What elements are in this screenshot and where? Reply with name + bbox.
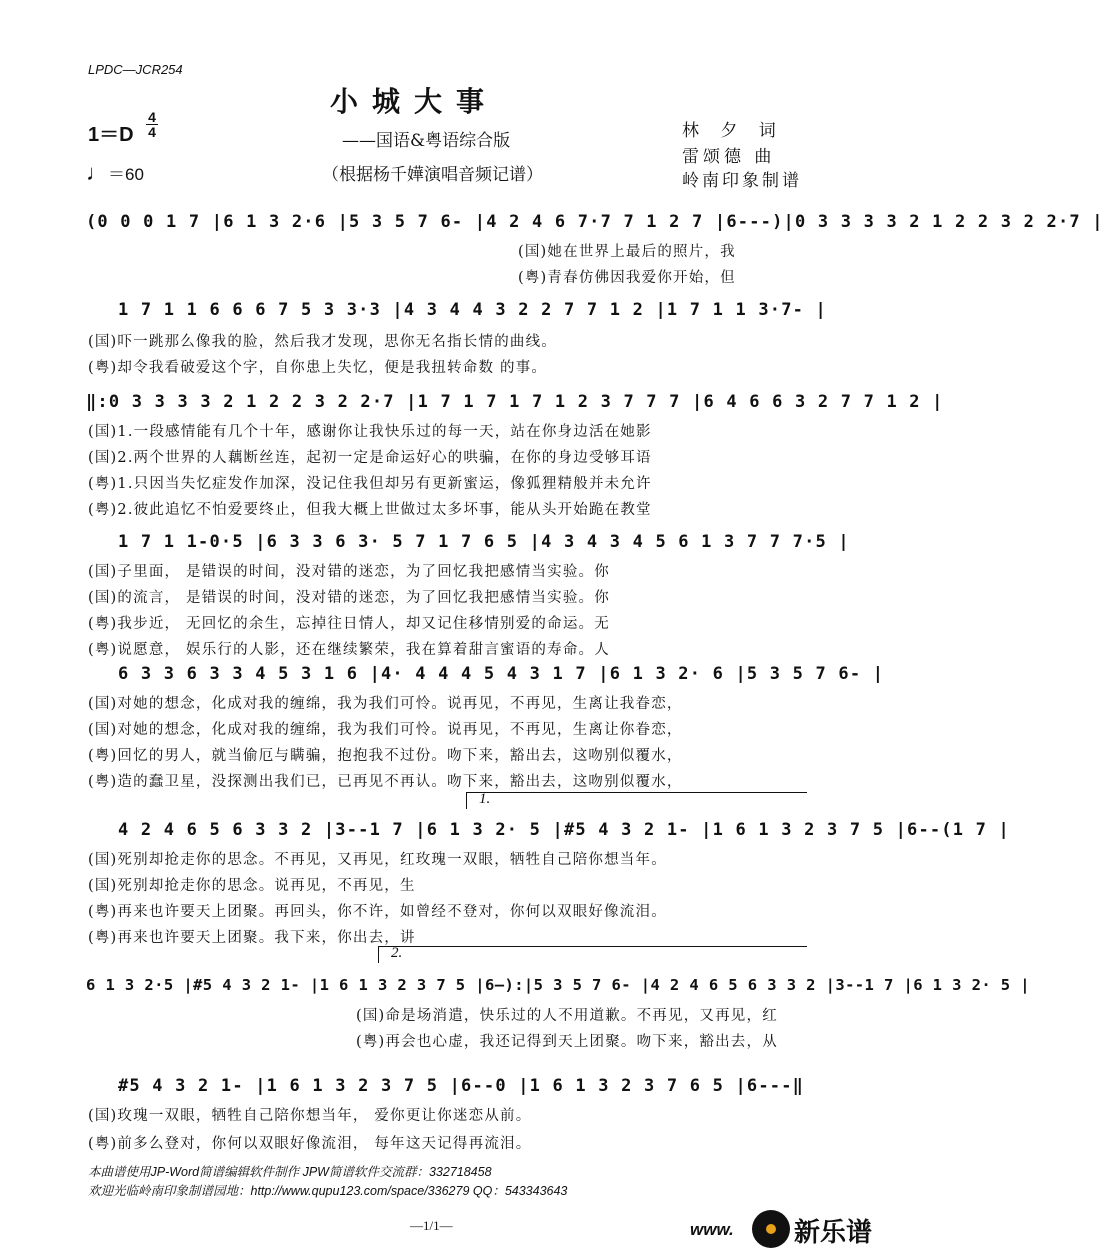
score-code: LPDC—JCR254 [88,62,183,77]
footer-software-note: 本曲谱使用JP-Word简谱编辑软件制作 JPW简谱软件交流群：332718458 [88,1165,492,1179]
lyric-line: (粤)1.只因当失忆症发作加深，没记住我但却另有更新蜜运，像狐狸精般并未允许 [88,476,652,492]
key-signature: 1＝D [88,124,134,146]
lyric-line: (国)死别却抢走你的思念。说再见，不再见，生 [88,878,416,894]
lyric-line: (国)玫瑰一双眼，牺牲自己陪你想当年， 爱你更让你迷恋从前。 [88,1108,532,1124]
volta-label: 1. [479,791,491,807]
lyric-line: (粤)2.彼此追忆不怕爱要终止，但我大概上世做过太多坏事，能从头开始跪在教堂 [88,502,652,518]
lyric-line: (粤)造的蠢卫星，没探测出我们已，已再见不再认。吻下来，豁出去，这吻别似覆水， [88,774,683,790]
tempo-marking [86,160,144,186]
lyric-line: (粤)回忆的男人，就当偷厄与瞒骗，抱抱我不过份。吻下来，豁出去，这吻别似覆水， [88,748,683,764]
lyricist: 林 夕 词 [682,121,784,141]
song-subtitle: ——国语&粤语综合版 [342,131,511,151]
lyric-line: (粤)说愿意， 娱乐行的人影，还在继续繁荣，我在算着甜言蜜语的寿命。人 [88,642,610,658]
song-title: 小城大事 [330,85,499,118]
lyric-line: (国)死别却抢走你的思念。不再见，又再见，红玫瑰一双眼，牺牲自己陪你想当年。 [88,852,667,868]
lyric-line: (粤)再会也心虚，我还记得到天上团聚。吻下来，豁出去，从 [356,1034,778,1050]
quarter-note-icon: ♩ [86,160,108,185]
notation-line-2: 1 7 1 1 6 6 6 7 5 3 3·3 |4 3 4 4 3 2 2 7 7 1 2 |1 7 1 1 3·7- | [118,300,827,320]
volta-label: 2. [391,945,403,961]
notation-line-4: 1 7 1 1-0·5 |6 3 3 6 3· 5 7 1 7 6 5 |4 3 4 3 4 5 6 1 3 7 7 7·5 | [118,532,850,552]
footer-website-link[interactable]: 欢迎光临岭南印象制谱园地：http://www.qupu123.com/space/336279 QQ：543343643 [88,1184,568,1198]
lyric-line: (国)吓一跳那么像我的脸，然后我才发现，思你无名指长情的曲线。 [88,334,558,350]
lyric-line: (国)她在世界上最后的照片，我 [518,244,736,260]
volta-bracket-2 [378,946,807,963]
logo-www-text: www. [690,1220,734,1239]
notation-line-5: 6 3 3 6 3 3 4 5 3 1 6 |4· 4 4 4 5 4 3 1 7 |6 1 3 2· 6 |5 3 5 7 6- | [118,664,885,684]
lyric-line: (粤)再来也许要天上团聚。再回头，你不许，如曾经不登对，你何以双眼好像流泪。 [88,904,667,920]
vinyl-disc-icon [752,1210,790,1248]
lyric-line: (国)子里面， 是错误的时间，没对错的迷恋，为了回忆我把感情当实验。你 [88,564,610,580]
lyric-line: (国)命是场消遣，快乐过的人不用道歉。不再见，又再见，红 [356,1008,778,1024]
lyric-line: (国)1.一段感情能有几个十年，感谢你让我快乐过的每一天，站在你身边活在她影 [88,424,652,440]
volta-bracket-1 [466,792,807,809]
lyric-line: (国)对她的想念，化成对我的缠绵，我为我们可怜。说再见，不再见，生离让我眷恋， [88,696,683,712]
notation-line-1: (0 0 0 1 7 |6 1 3 2·6 |5 3 5 7 6- |4 2 4 6 7·7 7 1 2 7 |6---)|0 3 3 3 3 2 1 2 2 3 2 2·7 | [86,212,1104,232]
lyric-line: (粤)青春仿佛因我爱你开始，但 [518,270,736,286]
notation-line-7: 6 1 3 2·5 |#5 4 3 2 1- |1 6 1 3 2 3 7 5 |6—):|5 3 5 7 6- |4 2 4 6 5 6 3 3 2 |3--1 7 |6 1 3 2· 5 | [86,976,1030,994]
time-sig-top: 4 [148,109,156,125]
lyric-line: (粤)我步近， 无回忆的余生，忘掉往日情人，却又记住移情别爱的命运。无 [88,616,610,632]
lyric-line: (国)2.两个世界的人藕断丝连，起初一定是命运好心的哄骗，在你的身边受够耳语 [88,450,652,466]
logo-brand-text: 新乐谱 [794,1218,873,1248]
lyric-line: (国)对她的想念，化成对我的缠绵，我为我们可怜。说再见，不再见，生离让你眷恋， [88,722,683,738]
transcription-note: （根据杨千嬅演唱音频记谱） [322,165,543,185]
page-number: —1/1— [410,1218,453,1233]
lyric-line: (粤)前多么登对，你何以双眼好像流泪， 每年这天记得再流泪。 [88,1136,532,1152]
notation-line-8: #5 4 3 2 1- |1 6 1 3 2 3 7 5 |6--0 |1 6 1 3 2 3 7 6 5 |6---‖ [118,1076,805,1096]
lyric-line: (粤)却令我看破爱这个字，自你患上失忆，便是我扭转命数 的事。 [88,360,548,376]
lyric-line: (粤)再来也许要天上团聚。我下来，你出去，讲 [88,930,416,946]
notation-line-6: 4 2 4 6 5 6 3 3 2 |3--1 7 |6 1 3 2· 5 |#5 4 3 2 1- |1 6 1 3 2 3 7 5 |6--(1 7 | [118,820,1010,840]
tempo-value: ＝60 [108,165,144,184]
arranger: 岭南印象制谱 [682,171,802,191]
site-logo[interactable] [690,1204,888,1254]
lyric-line: (国)的流言， 是错误的时间，没对错的迷恋，为了回忆我把感情当实验。你 [88,590,610,606]
time-sig-bottom: 4 [148,124,156,140]
time-signature [146,110,158,139]
composer: 雷颂德 曲 [682,147,776,167]
notation-line-3: ‖:0 3 3 3 3 2 1 2 2 3 2 2·7 |1 7 1 7 1 7 1 2 3 7 7 7 |6 4 6 6 3 2 7 7 1 2 | [86,392,944,412]
